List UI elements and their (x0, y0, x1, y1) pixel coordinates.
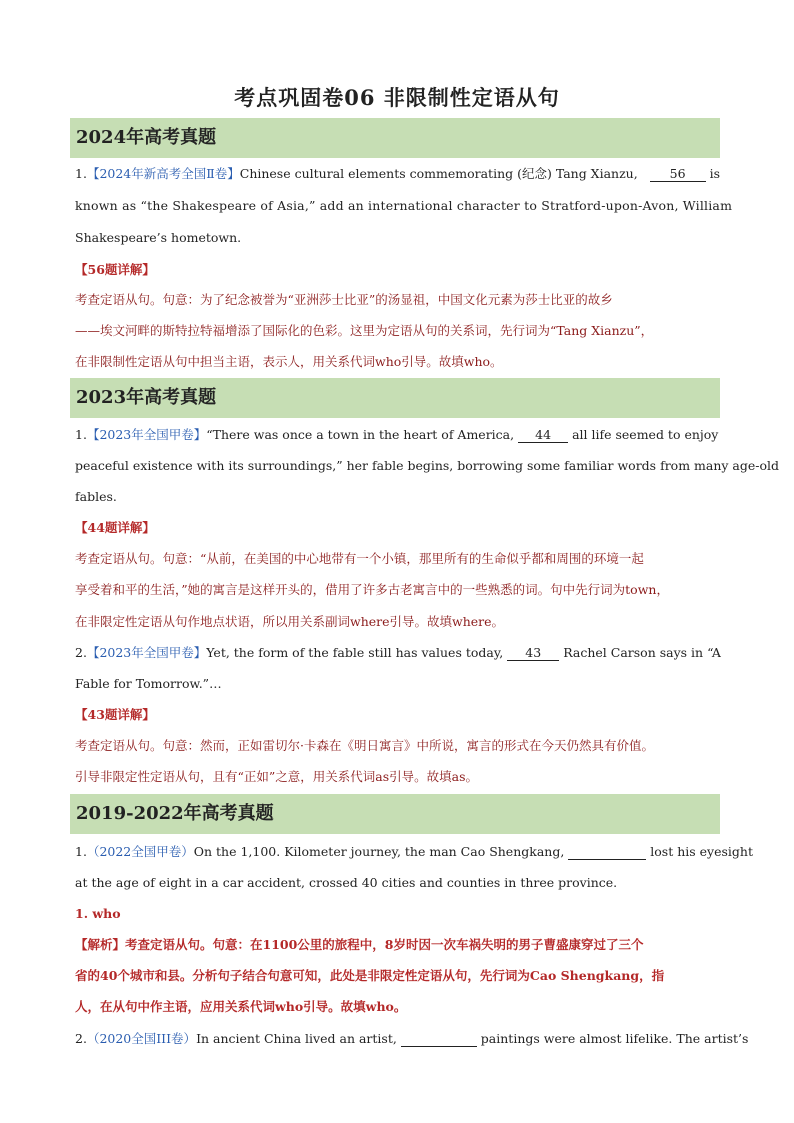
section-header-2023: 2023年高考真题 (70, 378, 720, 418)
question-2023a-line-3: fables. (75, 489, 117, 504)
answer-blank (401, 1032, 477, 1047)
detail-heading-56: 【56题详解】 (75, 262, 155, 277)
answer-blank: 56 (650, 167, 706, 182)
question-source: （2020全国III卷） (86, 1031, 197, 1046)
answer-blank: 43 (507, 646, 559, 661)
question-2024-line-1 (75, 166, 720, 182)
explanation-44-line-3: 在非限定性定语从句作地点状语，所以用关系副词where引导。故填where。 (75, 614, 505, 629)
question-text: Chinese cultural elements commemorating (纪念) Tang Xianzu, (239, 166, 638, 181)
question-text: On the 1,100. Kilometer journey, the man Cao Shengkang, (193, 844, 565, 859)
question-source: 【2023年全国甲卷】 (86, 427, 207, 442)
answer-blank: 44 (518, 428, 568, 443)
explanation-56-line-3: 在非限制性定语从句中担当主语，表示人，用关系代词who引导。故填who。 (75, 354, 503, 369)
explanation-43-line-1: 考查定语从句。句意：然而，正如雷切尔·卡森在《明日寓言》中所说，寓言的形式在今天仍然具有价值。 (75, 738, 654, 753)
question-text-end: all life seemed to enjoy (572, 427, 719, 442)
question-2023a-line-1 (75, 427, 720, 443)
section-header-2024: 2024年高考真题 (70, 118, 720, 158)
question-2024-line-3: Shakespeare’s hometown. (75, 230, 242, 245)
question-source: 【2024年新高考全国Ⅱ卷】 (86, 166, 240, 181)
question-text-end: is (709, 166, 720, 181)
explanation-43-line-2: 引导非限定性定语从句，且有“正如”之意，用关系代词as引导。故填as。 (75, 769, 479, 784)
answer-2022: 1. who (75, 906, 121, 921)
question-2020-line-1 (75, 1031, 749, 1047)
question-2023a-line-2: peaceful existence with its surroundings,” her fable begins, borrowing some familiar words from many age-old (75, 458, 780, 473)
question-text: “There was once a town in the heart of America, (206, 427, 515, 442)
question-text: Yet, the form of the fable still has values today, (206, 645, 504, 660)
page-title: 考点巩固卷06 非限制性定语从句 (234, 85, 560, 110)
question-number: 2. (75, 645, 87, 660)
detail-heading-43: 【43题详解】 (75, 707, 155, 722)
analysis-2022-line-3: 人，在从句中作主语，应用关系代词who引导。故填who。 (75, 999, 407, 1014)
question-text: In ancient China lived an artist, (196, 1031, 397, 1046)
question-text-end: lost his eyesight (650, 844, 753, 859)
question-source: 【2023年全国甲卷】 (86, 645, 207, 660)
answer-blank (568, 845, 646, 860)
question-number: 1. (75, 844, 87, 859)
analysis-2022-line-2: 省的40个城市和县。分析句子结合句意可知，此处是非限定性定语从句，先行词为Cao Shengkang，指 (75, 968, 665, 983)
question-2023b-line-2: Fable for Tomorrow.”… (75, 676, 222, 691)
question-number: 2. (75, 1031, 87, 1046)
explanation-44-line-2: 享受着和平的生活，”她的寓言是这样开头的，借用了许多古老寓言中的一些熟悉的词。句中先行词为town， (75, 582, 669, 597)
question-text-end: paintings were almost lifelike. The artist’s (480, 1031, 749, 1046)
question-text-end: Rachel Carson says in “A (563, 645, 721, 660)
detail-heading-44: 【44题详解】 (75, 520, 155, 535)
question-number: 1. (75, 166, 87, 181)
explanation-56-line-2: ——埃文河畔的斯特拉特福增添了国际化的色彩。这里为定语从句的关系词，先行词为“Tang Xianzu”， (75, 323, 654, 338)
question-number: 1. (75, 427, 87, 442)
explanation-44-line-1: 考查定语从句。句意：“从前，在美国的中心地带有一个小镇，那里所有的生命似乎都和周围的环境一起 (75, 551, 644, 566)
section-header-2019-2022: 2019-2022年高考真题 (70, 794, 720, 834)
question-2022-line-1 (75, 844, 753, 860)
question-2023b-line-1 (75, 645, 720, 661)
explanation-56-line-1: 考查定语从句。句意：为了纪念被誉为“亚洲莎士比亚”的汤显祖，中国文化元素为莎士比亚的故乡 (75, 292, 613, 307)
question-2024-line-2: known as “the Shakespeare of Asia,” add an international character to Stratford-upon-Avon, William (75, 198, 733, 213)
question-source: （2022全国甲卷） (86, 844, 194, 859)
question-2022-line-2: at the age of eight in a car accident, crossed 40 cities and counties in three province. (75, 875, 618, 890)
analysis-2022-line-1: 【解析】考查定语从句。句意：在1100公里的旅程中，8岁时因一次车祸失明的男子曹盛康穿过了三个 (75, 937, 644, 952)
